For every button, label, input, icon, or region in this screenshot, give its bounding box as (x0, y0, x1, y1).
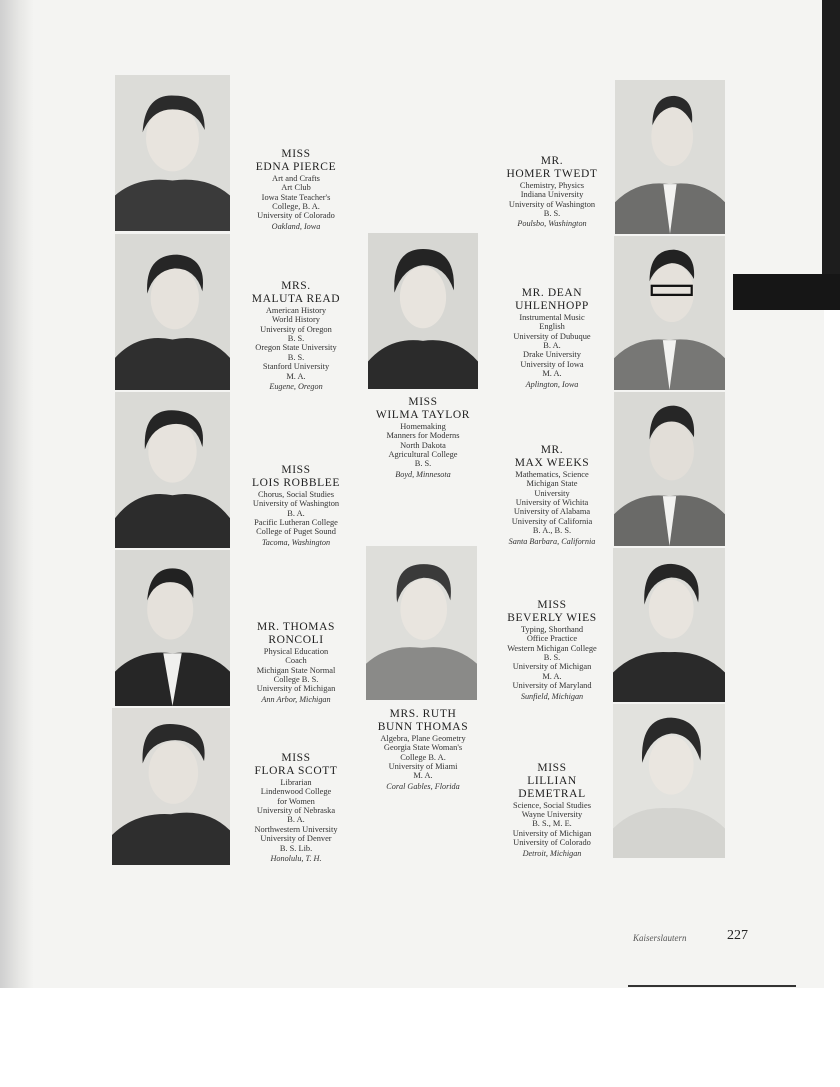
caption-hometown: Aplington, Iowa (525, 379, 579, 389)
caption-line: Georgia State Woman's (383, 743, 463, 753)
caption-wilma-taylor (360, 396, 486, 479)
page-edge-bar (822, 0, 840, 310)
caption-line: Indiana University (520, 190, 584, 200)
section-tab (733, 274, 840, 310)
caption-name-line3: DEMETRAL (518, 787, 586, 800)
caption-name: MAX WEEKS (514, 456, 590, 469)
caption-line: University of Washington (252, 499, 340, 509)
caption-line: University of Denver (260, 834, 332, 844)
caption-line: Instrumental Music (519, 312, 585, 322)
caption-line: Typing, Shorthand (520, 624, 584, 634)
caption-line: University of Maryland (512, 681, 592, 691)
caption-line: Coach (285, 656, 307, 666)
caption-line: College, B. A. (272, 201, 320, 211)
caption-line: Michigan State Normal (256, 665, 336, 675)
caption-max-weeks (490, 444, 614, 546)
caption-line: Librarian (280, 777, 312, 787)
caption-line: Wayne University (521, 810, 583, 820)
footer-place-name: Kaiserslautern (633, 933, 687, 943)
caption-name: EDNA PIERCE (255, 160, 337, 173)
caption-line: American History (265, 305, 327, 315)
caption-line: University of California (511, 516, 593, 526)
portrait-edna-pierce (115, 75, 230, 231)
portrait-thomas-roncoli (115, 550, 230, 706)
caption-hometown: Ann Arbor, Michigan (261, 694, 331, 704)
portrait-homer-twedt (615, 80, 725, 234)
caption-line: University of Dubuque (513, 331, 591, 341)
portrait-beverly-wies (613, 548, 725, 702)
caption-hometown: Sunfield, Michigan (520, 691, 584, 701)
page-binding-shadow (0, 0, 34, 988)
portrait-ruth-bunn-thomas (366, 546, 477, 700)
portrait-maluta-read (115, 234, 230, 390)
caption-line: B. S. (543, 208, 561, 218)
caption-title: MR. (540, 155, 564, 167)
caption-line: Homemaking (400, 421, 446, 431)
caption-line: Physical Education (263, 646, 329, 656)
portrait-lillian-demetral (613, 704, 725, 858)
caption-line: B. S. Lib. (279, 843, 313, 853)
caption-line: University of Colorado (513, 838, 591, 848)
portrait-lois-robblee (115, 392, 230, 548)
caption-title: MR. THOMAS (257, 621, 335, 633)
caption-line: B. S. (543, 652, 561, 662)
caption-dean-uhlenhopp (490, 287, 614, 389)
caption-line: Art and Crafts (272, 173, 320, 183)
caption-line: North Dakota (400, 440, 446, 450)
caption-line: University of Washington (508, 199, 596, 209)
caption-hometown: Oakland, Iowa (271, 221, 321, 231)
caption-hometown: Boyd, Minnesota (395, 469, 451, 479)
caption-line: M. A. (542, 369, 562, 379)
caption-name: LOIS ROBBLEE (251, 476, 341, 489)
caption-line: Drake University (523, 350, 581, 360)
caption-name: HOMER TWEDT (506, 167, 598, 180)
caption-line: College of Puget Sound (256, 527, 336, 537)
caption-line: University of Colorado (257, 211, 335, 221)
caption-line: Algebra, Plane Geometry (380, 733, 466, 743)
caption-name: MALUTA READ (251, 292, 341, 305)
caption-line: University of Oregon (260, 324, 332, 334)
caption-line: Oregon State University (255, 343, 337, 353)
caption-line: Michigan State (526, 479, 578, 489)
caption-line: B. S. (287, 352, 305, 362)
page-number: 227 (727, 928, 748, 943)
caption-line: B. A. (287, 815, 305, 825)
caption-line: Pacific Lutheran College (254, 517, 338, 527)
caption-line: Chorus, Social Studies (257, 489, 335, 499)
caption-line: College B. A. (400, 752, 446, 762)
caption-edna-pierce (232, 148, 360, 231)
footer-rule (628, 985, 796, 987)
caption-flora-scott (232, 752, 360, 863)
portrait-dean-uhlenhopp (614, 236, 725, 390)
caption-name: BUNN THOMAS (377, 720, 469, 733)
portrait-max-weeks (614, 392, 725, 546)
caption-line: Science, Social Studies (513, 800, 591, 810)
caption-line: Chemistry, Physics (519, 180, 585, 190)
caption-ruth-bunn-thomas (358, 708, 488, 791)
caption-beverly-wies (490, 599, 614, 701)
caption-line: B. A., B. S. (532, 526, 572, 536)
caption-line: Art Club (281, 183, 311, 193)
caption-line: University of Michigan (512, 828, 592, 838)
caption-line: College B. S. (273, 674, 319, 684)
caption-line: Iowa State Teacher's (261, 192, 331, 202)
caption-name: UHLENHOPP (515, 299, 589, 312)
caption-line: for Women (277, 796, 315, 806)
caption-hometown: Poulsbo, Washington (517, 219, 587, 229)
caption-line: University of Michigan (256, 684, 336, 694)
caption-line: Western Michigan College (507, 643, 597, 653)
caption-lillian-demetral (490, 762, 614, 858)
caption-maluta-read (232, 280, 360, 391)
caption-title: MR. (540, 444, 564, 456)
caption-title: MRS. RUTH (389, 708, 457, 720)
caption-name: WILMA TAYLOR (375, 408, 471, 421)
caption-name: BEVERLY WIES (507, 611, 597, 624)
caption-line: B. S., M. E. (532, 819, 572, 829)
caption-line: Stanford University (262, 362, 330, 372)
caption-hometown: Santa Barbara, California (508, 536, 596, 546)
caption-hometown: Honolulu, T. H. (270, 854, 322, 863)
portrait-flora-scott (112, 708, 230, 865)
caption-hometown: Tacoma, Washington (261, 537, 331, 547)
caption-name: RONCOLI (268, 633, 324, 646)
caption-line: Office Practice (526, 634, 578, 644)
caption-homer-twedt (490, 155, 614, 229)
caption-line: Lindenwood College (260, 787, 332, 797)
caption-line: University of Wichita (515, 497, 589, 507)
caption-title: MRS. (281, 280, 311, 292)
caption-title: MISS (537, 762, 567, 774)
caption-line: English (539, 322, 565, 332)
caption-title: MISS (281, 464, 311, 476)
caption-name: FLORA SCOTT (254, 764, 338, 777)
caption-name: LILLIAN (527, 774, 577, 787)
caption-hometown: Detroit, Michigan (522, 848, 582, 858)
caption-line: B. A. (287, 508, 305, 518)
caption-line: University of Nebraska (256, 805, 336, 815)
caption-line: B. S. (414, 459, 432, 469)
caption-title: MISS (537, 599, 567, 611)
caption-line: B. A. (543, 340, 561, 350)
caption-title: MISS (408, 396, 438, 408)
caption-line: Agricultural College (388, 449, 458, 459)
portrait-wilma-taylor (368, 233, 478, 389)
caption-hometown: Coral Gables, Florida (386, 781, 460, 791)
caption-title: MISS (281, 148, 311, 160)
caption-line: M. A. (542, 671, 562, 681)
caption-line: University of Alabama (513, 507, 591, 517)
caption-line: University of Iowa (520, 359, 584, 369)
caption-line: B. S. (287, 333, 305, 343)
caption-line: University of Miami (388, 761, 458, 771)
caption-line: University of Michigan (512, 662, 592, 672)
caption-line: Manners for Moderns (386, 431, 460, 441)
caption-thomas-roncoli (232, 621, 360, 704)
caption-line: Northwestern University (254, 824, 338, 834)
caption-line: World History (272, 315, 320, 325)
caption-title: MISS (281, 752, 311, 764)
caption-line: University (534, 488, 570, 498)
caption-line: M. A. (286, 371, 306, 381)
caption-title: MR. DEAN (521, 287, 583, 299)
caption-lois-robblee (232, 464, 360, 547)
caption-line: Mathematics, Science (515, 469, 589, 479)
caption-line: M. A. (413, 771, 433, 781)
caption-hometown: Eugene, Oregon (269, 382, 323, 391)
